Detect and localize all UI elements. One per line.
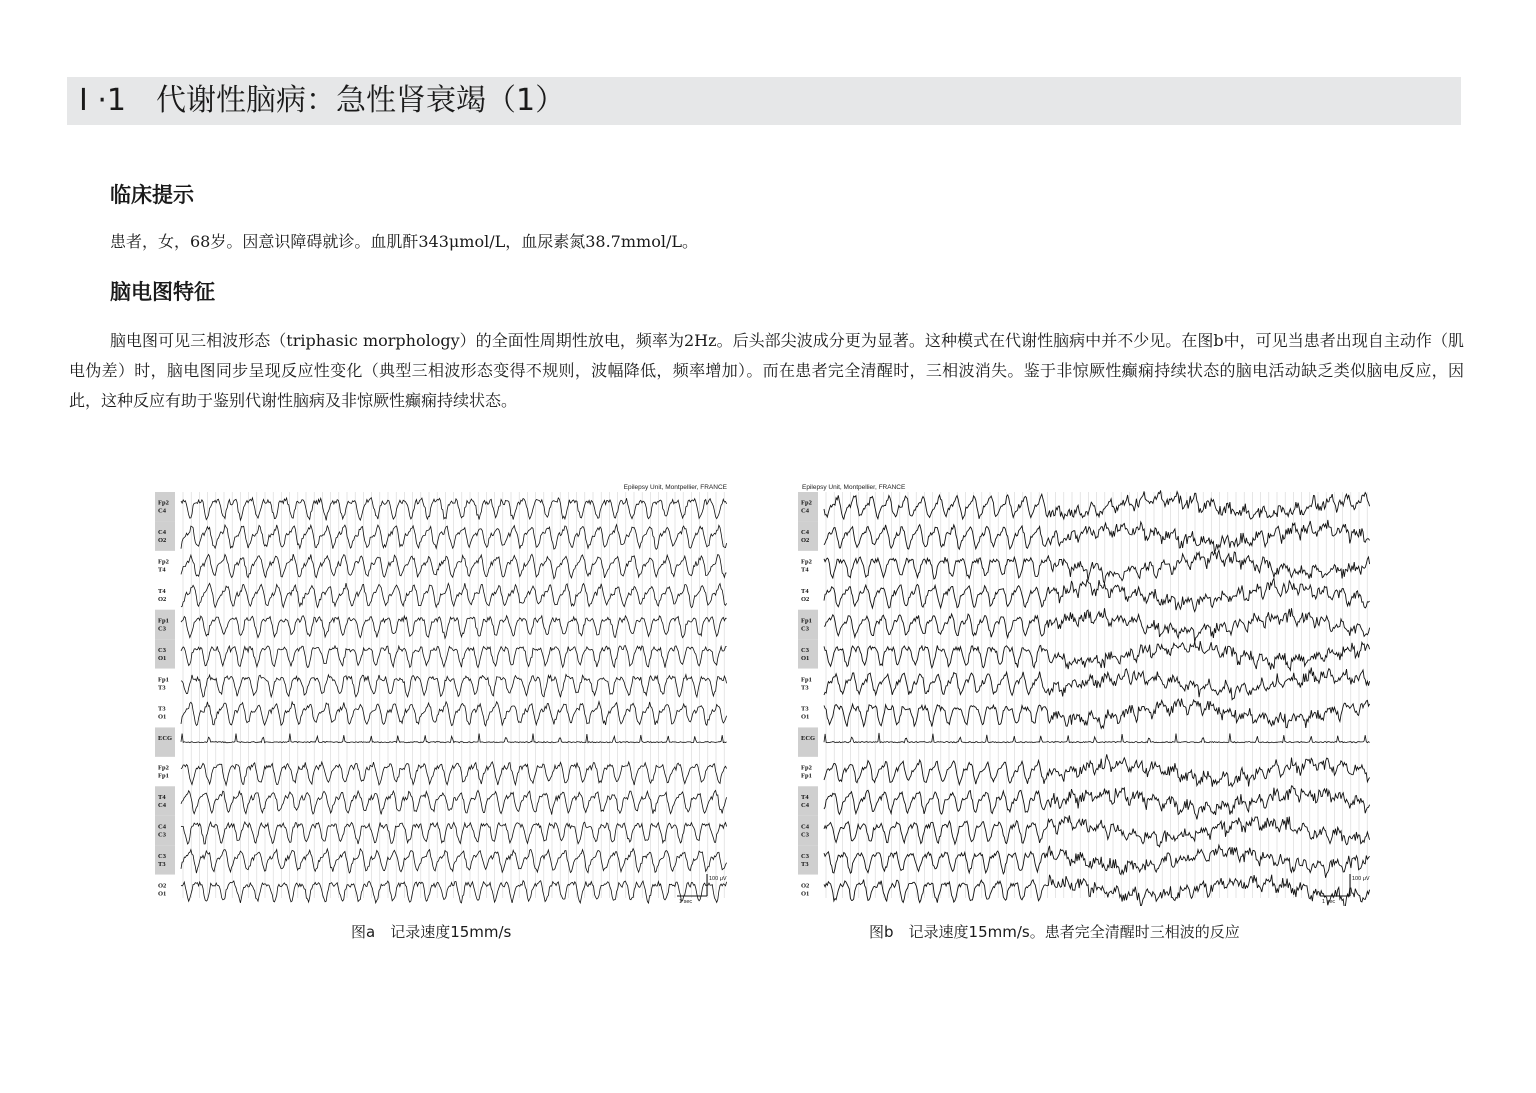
channel-label-bottom: C3 (158, 625, 166, 633)
channel-label-top: Fp1 (158, 617, 169, 625)
channel-label-bottom: O1 (801, 890, 810, 898)
channel-label-bottom: T4 (158, 566, 166, 574)
channel-label-top: O2 (158, 882, 167, 890)
channel-label-top: Fp2 (801, 558, 812, 566)
channel-label-top: C4 (801, 823, 809, 831)
channel-label-top: Fp1 (801, 676, 812, 684)
channel-label-bottom: O2 (158, 537, 167, 545)
channel-label-bottom: O1 (801, 654, 810, 662)
channel-label-top: T3 (158, 705, 166, 713)
scale-time-label: 1 sec (1322, 899, 1336, 905)
figure-source-label: Epilepsy Unit, Montpellier, FRANCE (623, 484, 727, 491)
eeg-grid (826, 492, 1367, 898)
channel-label-top: C3 (801, 852, 809, 860)
eeg-trace-b (798, 478, 1374, 906)
channel-label-bottom: C4 (801, 802, 809, 809)
channel-label-top: Fp2 (801, 499, 812, 507)
channel-label-bottom: O2 (801, 537, 810, 545)
title-bar (67, 77, 1461, 125)
channel-label-bottom: C3 (801, 831, 809, 839)
channel-label-bottom: T4 (801, 566, 809, 574)
eeg-trace-a (155, 478, 731, 906)
channel-label-top: T4 (158, 588, 166, 595)
channel-label-top: T4 (801, 794, 809, 801)
eeg-features-heading: 脑电图特征 (110, 280, 215, 304)
channel-label-top: T4 (158, 794, 166, 801)
channel-label-bottom: T3 (158, 860, 166, 868)
eeg-figure-b (798, 478, 1374, 906)
channel-label-bottom: O1 (801, 713, 810, 721)
channel-label-top: Fp2 (801, 764, 812, 772)
channel-label-bottom: T3 (801, 684, 809, 692)
channel-label-top: C4 (158, 823, 166, 831)
eeg-grid (183, 492, 724, 898)
channel-label-top: ECG (158, 735, 173, 743)
scale-amplitude-label: 100 μV (709, 876, 727, 882)
channel-label-bottom: C3 (801, 625, 809, 633)
channel-label-bottom: O1 (158, 890, 167, 898)
figure-source-label: Epilepsy Unit, Montpellier, FRANCE (802, 484, 906, 491)
channel-label-bottom: O1 (158, 713, 167, 721)
channel-label-bottom: O2 (801, 596, 810, 603)
channel-label-top: C3 (158, 646, 166, 654)
channel-label-bottom: C3 (158, 831, 166, 839)
channel-label-bottom: T3 (158, 684, 166, 692)
caption-a: 图a 记录速度15mm/s (351, 923, 512, 941)
channel-label-top: C4 (801, 529, 809, 537)
scale-time-label: 1 sec (679, 899, 693, 905)
caption-b: 图b 记录速度15mm/s。患者完全清醒时三相波的反应 (869, 923, 1240, 941)
channel-label-top: Fp2 (158, 764, 169, 772)
channel-label-top: T3 (801, 705, 809, 713)
channel-label-shade (798, 786, 818, 815)
channel-label-top: T4 (801, 588, 809, 595)
channel-label-top: Fp2 (158, 499, 169, 507)
clinical-text: 患者，女，68岁。因意识障碍就诊。血肌酐343μmol/L，血尿素氮38.7mmol/L。 (110, 232, 698, 251)
channel-label-bottom: O2 (158, 596, 167, 603)
channel-label-top: ECG (801, 735, 816, 743)
channel-label-bottom: O1 (158, 654, 167, 662)
channel-label-bottom: Fp1 (158, 772, 169, 780)
channel-label-top: Fp1 (158, 676, 169, 684)
eeg-figure-a (155, 478, 731, 906)
channel-label-top: C3 (801, 646, 809, 654)
channel-label-shade (155, 786, 175, 815)
channel-label-bottom: Fp1 (801, 772, 812, 780)
channel-label-top: Fp2 (158, 558, 169, 566)
channel-label-top: C4 (158, 529, 166, 537)
channel-label-bottom: T3 (801, 860, 809, 868)
channel-label-bottom: C4 (158, 802, 166, 809)
page-title: I ·1 代谢性脑病：急性肾衰竭（1） (79, 83, 566, 118)
channel-label-top: Fp1 (801, 617, 812, 625)
eeg-features-paragraph: 脑电图可见三相波形态（triphasic morphology）的全面性周期性放电，频率为2Hz。后头部尖波成分更为显著。这种模式在代谢性脑病中并不少见。在图b中，可见当患者出现自主动作（肌电伪差）时，脑电图同步呈现反应性变化（典型三相波形态变得不规则，波幅降低，频率增加）。而在患者完全清醒时，三相波消失。鉴于非惊厥性癫痫持续状态的脑电活动缺乏类似脑电反应，因此，这种反应有助于鉴别代谢性脑病及非惊厥性癫痫持续状态。 (69, 331, 1464, 410)
clinical-heading: 临床提示 (110, 183, 194, 207)
scale-amplitude-label: 100 μV (1352, 876, 1370, 882)
channel-label-bottom: C4 (158, 507, 166, 515)
channel-label-bottom: C4 (801, 507, 809, 515)
channel-label-top: O2 (801, 882, 810, 890)
channel-label-top: C3 (158, 852, 166, 860)
